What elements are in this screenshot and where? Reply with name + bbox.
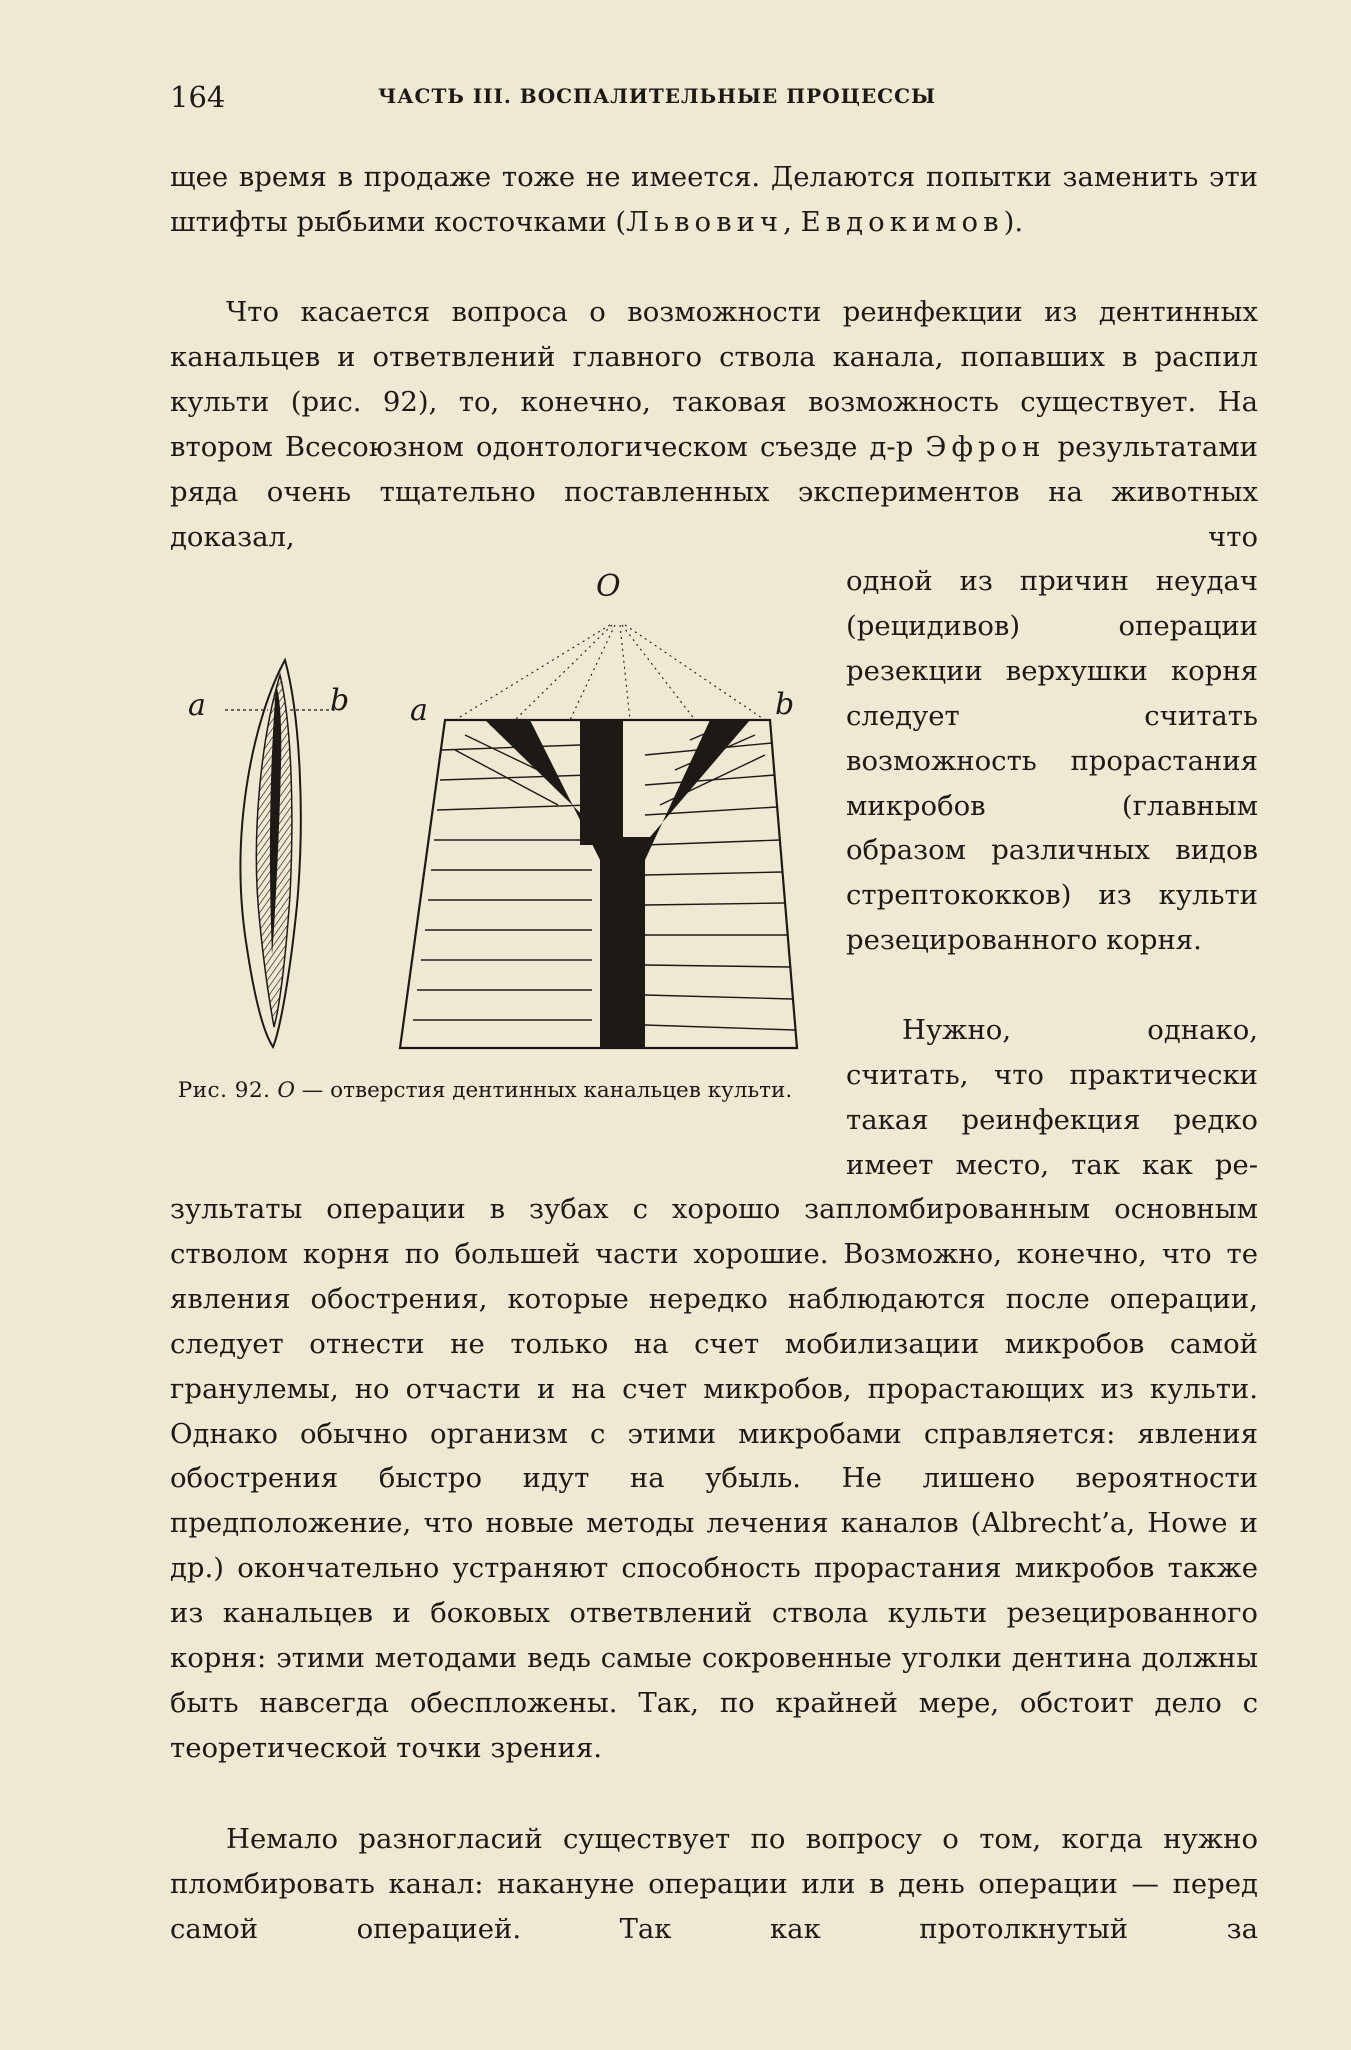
figure-92: [160, 569, 810, 1070]
paragraph-2-text-b: результатами ряда очень тщательно поставленных экспериментов на животных доказал, что: [170, 430, 1258, 553]
author-name-evdokimov: Евдокимов: [800, 205, 1004, 238]
caption-o: O: [277, 1078, 295, 1103]
paragraph-1: [170, 155, 1258, 245]
paragraph-4: Немало разногласий существует по вопросу о том, когда нужно пломбировать канал: накануне операции или в день операции — перед самой операцией. Так как протолкнутый за: [170, 1823, 1258, 1945]
figure-label-b-right: b: [775, 687, 795, 722]
figure-92-drawing: [160, 575, 810, 1070]
paragraph-2-full-width: [170, 290, 1258, 559]
page-header: [170, 80, 1258, 116]
figure-label-o: O: [596, 569, 621, 604]
page-number: 164: [170, 80, 226, 114]
paragraph-2-text-a: Что касается вопроса о возможности реинфекции из дентинных канальцев и ответвлений главного ствола канала, попавших в распил культи (рис. 92), то, конечно, таковая возможность существует. На втором Всесоюзном одонтологическом съезде д-р: [170, 296, 1258, 463]
figure-label-a-left: a: [188, 688, 206, 723]
caption-prefix: Рис. 92.: [177, 1078, 271, 1103]
figure-caption: [160, 1075, 810, 1106]
paragraph-1-separator: ,: [783, 205, 801, 238]
paragraph-3-full-width: зультаты операции в зубах с хорошо запломбированным основным стволом корня по большей части хорошие. Возможно, конечно, что те явления обострения, которые нередко наблюдаются после операции, следует отнести не только на счет мобилизации микробов самой гранулемы, но отчасти и на счет микробов, прорастающих из культи. Однако обычно организм с этими микробами справляется: явления обострения быстро идут на убыль. Не лишено вероятности предположение, что новые методы лечения каналов (Albrecht’a, Howe и др.) окончательно устраняют способность прорастания микробов также из канальцев и боковых ответвлений ствола культи резецированного корня: этими методами ведь самые сокровенные уголки дентина должны быть навсегда обеспложены. Так, по крайней мере, обстоит дело с теоретической точки зрения.: [170, 1193, 1258, 1764]
paragraph-3-beside-figure: Нужно, однако, считать, что практически такая реинфекция редко имеет место, так как ре-: [846, 1014, 1258, 1181]
figure-label-b-left: b: [330, 683, 350, 718]
whole-tooth-sketch: [225, 660, 335, 1047]
running-head: ЧАСТЬ III. ВОСПАЛИТЕЛЬНЫЕ ПРОЦЕССЫ: [378, 84, 937, 108]
root-stump-section: [400, 625, 797, 1048]
caption-text: — отверстия дентинных канальцев культи.: [294, 1078, 793, 1103]
paragraph-1-end: ).: [1003, 205, 1024, 238]
paragraph-1-text: щее время в продаже тоже не имеется. Делаются попытки заменить эти штифты рыбьими косточками (: [170, 161, 1258, 238]
author-name-lvovich: Львович: [626, 205, 784, 238]
paragraph-2-beside-figure: одной из причин неудач (рецидивов) операции резекции верхушки корня следует считать возможность прорастания микробов (главным образом различных видов стрептококков) из культи резецированного корня.: [846, 565, 1258, 957]
author-name-efron: Эфрон: [925, 430, 1046, 463]
figure-label-a-right: a: [410, 693, 428, 728]
